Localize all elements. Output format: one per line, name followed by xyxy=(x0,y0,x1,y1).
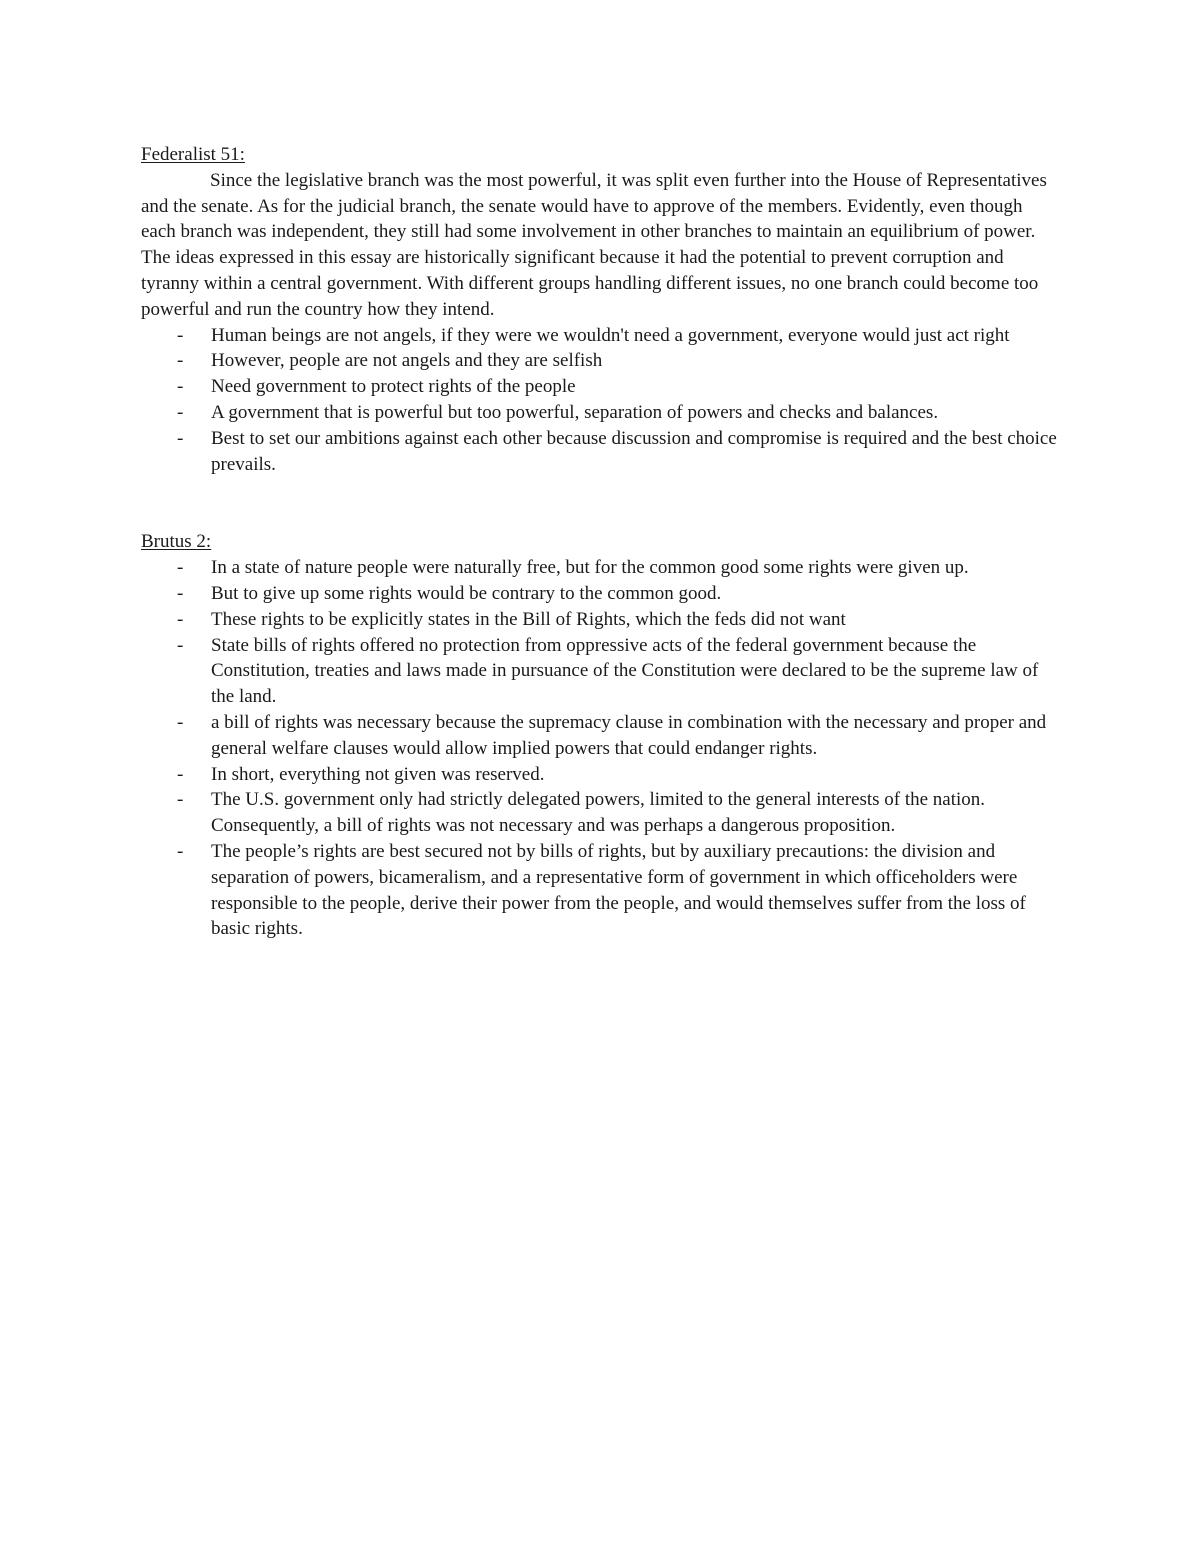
list-item xyxy=(141,607,1061,633)
list-item xyxy=(141,348,1061,374)
list-item xyxy=(141,323,1061,349)
list-item-text: But to give up some rights would be contrary to the common good. xyxy=(211,582,722,604)
list-item-text: In a state of nature people were naturally free, but for the common good some rights were given up. xyxy=(211,557,969,579)
brutus-bullet-list xyxy=(141,555,1061,942)
list-item xyxy=(141,400,1061,426)
list-item xyxy=(141,374,1061,400)
bullet-dash: - xyxy=(177,634,184,656)
list-item-text: A government that is powerful but too powerful, separation of powers and checks and balances. xyxy=(211,401,939,423)
list-item-text: State bills of rights offered no protection from oppressive acts of the federal government because the Constitution, treaties and laws made in pursuance of the Constitution were declared to be the supreme law of the land. xyxy=(211,634,1039,708)
list-item-text: In short, everything not given was reserved. xyxy=(211,763,545,785)
document-page xyxy=(141,142,1061,942)
bullet-dash: - xyxy=(177,840,184,862)
brutus-heading: Brutus 2: xyxy=(141,531,212,553)
bullet-dash: - xyxy=(177,401,184,423)
list-item xyxy=(141,710,1061,762)
bullet-dash: - xyxy=(177,427,184,449)
list-item xyxy=(141,555,1061,581)
list-item-text: The U.S. government only had strictly delegated powers, limited to the general interests of the nation. Consequently, a bill of rights was not necessary and was perhaps a dangerous proposition. xyxy=(211,789,986,837)
list-item xyxy=(141,581,1061,607)
list-item-text: Human beings are not angels, if they were we wouldn't need a government, everyone would just act right xyxy=(211,324,1010,346)
list-item-text: The people’s rights are best secured not by bills of rights, but by auxiliary precautions: the division and separation of powers, bicameralism, and a representative form of government in which officeholders were responsible to the people, derive their power from the people, and would themselves suffer from the loss of basic rights. xyxy=(211,840,1026,940)
list-item xyxy=(141,426,1061,478)
list-item-text: Need government to protect rights of the people xyxy=(211,376,576,398)
federalist-bullet-list xyxy=(141,323,1061,478)
bullet-dash: - xyxy=(177,608,184,630)
list-item-text: These rights to be explicitly states in the Bill of Rights, which the feds did not want xyxy=(211,608,846,630)
bullet-dash: - xyxy=(177,582,184,604)
list-item-text: Best to set our ambitions against each other because discussion and compromise is required and the best choice prevails. xyxy=(211,427,1057,475)
bullet-dash: - xyxy=(177,350,184,372)
list-item xyxy=(141,787,1061,839)
bullet-dash: - xyxy=(177,376,184,398)
list-item xyxy=(141,633,1061,710)
federalist-heading: Federalist 51: xyxy=(141,144,245,165)
federalist-paragraph: Since the legislative branch was the most powerful, it was split even further into the House of Representatives and the senate. As for the judicial branch, the senate would have to approve of the members. Evidently, even though each branch was independent, they still had some involvement in other branches to maintain an equilibrium of power. The ideas expressed in this essay are historically significant because it had the potential to prevent corruption and tyranny within a central government. With different groups handling different issues, no one branch could become too powerful and run the country how they intend. xyxy=(141,169,1047,320)
bullet-dash: - xyxy=(177,324,184,346)
bullet-dash: - xyxy=(177,557,184,579)
list-item xyxy=(141,762,1061,788)
bullet-dash: - xyxy=(177,763,184,785)
list-item-text: a bill of rights was necessary because the supremacy clause in combination with the necessary and proper and general welfare clauses would allow implied powers that could endanger rights. xyxy=(211,711,1047,759)
federalist-section xyxy=(141,142,1061,477)
list-item-text: However, people are not angels and they are selfish xyxy=(211,350,603,372)
brutus-section xyxy=(141,529,1061,942)
section-spacer xyxy=(141,477,1061,529)
bullet-dash: - xyxy=(177,711,184,733)
bullet-dash: - xyxy=(177,789,184,811)
list-item xyxy=(141,839,1061,942)
